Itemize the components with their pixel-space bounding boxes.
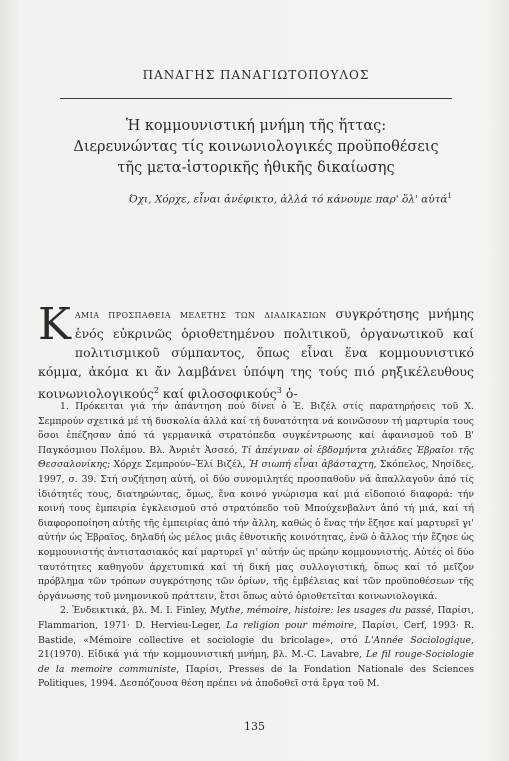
body-text-b: καί φιλοσοφικούς	[158, 386, 277, 402]
title-line-1: Ἡ κομμουνιστική μνήμη τῆς ἥττας:	[125, 118, 387, 134]
fn2-text: 2. Ἐνδεικτικά, βλ. M. I. Finley,	[60, 605, 211, 617]
fn2-title-3: Le fil rouge-Sociologie de la memoire communiste	[38, 649, 474, 675]
lead-in-smallcaps: αμια προσπαθεια μελετης των διαδικασιων	[74, 308, 327, 321]
epigraph-footnote-marker: 1	[447, 192, 452, 200]
epigraph-text: Όχι, Χόρχε, εἶναι ἀνέφικτο, ἀλλά τό κάνουμε παρ' ὅλ' αὐτά	[128, 193, 448, 206]
running-header-author: ΠΑΝΑΓΗΣ ΠΑΝΑΓΙΩΤΟΠΟΥΛΟΣ	[142, 68, 370, 82]
title-line-3: τῆς μετα-ἱστορικῆς ἠθικῆς δικαίωσης	[117, 160, 395, 176]
fn1-book-title-1: Τί ἀπέγιναν οἱ ἑβδομήντα χιλιάδες Ἑβραῖοι τῆς Θεσσαλονίκης	[38, 444, 474, 471]
header-rule	[60, 98, 452, 99]
fn2-text-3: , Παρίσι, Cerf, 1993· R. Bastide, «Mémoire collective et sociologie du bricolage», στό	[38, 619, 475, 646]
footnote-marker-3: 3	[276, 386, 282, 395]
body-text-c: ὁ-	[281, 386, 298, 402]
fn1-text-3: , Σκόπελος, Νησίδες, 1997, σ. 39. Στή συζήτηση αὐτή, οἱ δύο συνομιλητές προσπαθοῦν νά ἀπαλλαγοῦν ἀπό τίς ἰδιότητές τους, διατηρώντας, ὅμως, ἕνα κοινό γνώρισμα καί μιά εἰδοποιό διαφορά: τήν κοινή τους ἐμπειρία ἐγκλεισμοῦ στό στρατόπεδο τοῦ Μπούχενβαλντ ἀπό τή μιά, καί τή διαφοροποίηση αὐτῆς τῆς ἐμπειρίας ἀπό τήν ἄλλη, καθώς ὁ ἕνας τήν ἔζησε καί μαρτυρεῖ γι' αὐτήν ὡς Ἑβραῖος, δηλαδή ὡς μέλος μιᾶς ἐθνοτικῆς κοινότητας, ἐνῶ ὁ ἄλλος τήν ἔζησε ὡς κομμουνιστής ἀντιστασιακός καί μαρτυρεῖ γι' αὐτήν ὡς πρώην κομμουνιστής. Αὐτές οἱ δύο ταυτότητες καθηγοῦν ἀρχετυπικά καί τή δική μας συλλογιστική, ὅπως καί τό μεῖζον πρόβλημα τῶν τρόπων συγκρότησης τῶν ὁρίων, τῆς ἐμβέλειας καί τῶν προϋποθέσεων τῆς ὀργάνωσης τοῦ μνημονικοῦ πράττειν, ἔτσι ὅπως αὐτό ὁριοθετεῖται κοινωνιολογικά.	[38, 459, 474, 602]
fn2-text-5: , Παρίσι, Presses de la Fondation Nationale des Sciences Politiques, 1994. Δεσπόζουσα θέση πρέπει νά ἀποδοθεῖ στά ἔργα τοῦ M.	[38, 663, 474, 690]
fn2-title-2: La religion pour mémoire	[226, 619, 354, 631]
title-line-2: Διερευνώντας τίς κοινωνιολογικές προϋποθέσεις	[73, 139, 439, 155]
drop-cap: Κ	[38, 299, 71, 350]
fn1-book-title-2: Ἡ σιωπή εἶναι ἀβάσταχτη	[248, 459, 374, 471]
fn2-journal: L'Année Sociologique	[364, 634, 472, 646]
epigraph	[60, 192, 452, 206]
fn2-text-4: , 21(1970). Εἰδικά γιά τήν κομμουνιστική μνήμη, βλ. M.-C. Lavabre,	[38, 634, 475, 661]
page-number: 135	[244, 720, 265, 733]
footnote-2	[38, 604, 474, 692]
footnote-1	[38, 400, 474, 604]
chapter-title	[60, 116, 452, 179]
body-text-a: συγκρότησης μνήμης ἑνός εὐκρινῶς ὁριοθετημένου πολιτικοῦ, ὀργανωτικοῦ καί πολιτισμικοῦ σύμπαντος, ὅπως εἶναι ἕνα κομμουνιστικό κόμμα, ἀκόμα κι ἄν λαμβάνει ὑπόψη της τούς πιό ρηξικέλευθους κοινωνιολογικούς	[38, 306, 474, 402]
footnote-marker-2: 2	[153, 386, 159, 395]
footnotes	[38, 400, 474, 692]
fn2-title-1: Mythe, mémoire, histoire: les usages du passé	[210, 605, 432, 617]
fn1-text-2: ; Χόρχε Σεμπρούν–Ἐλί Βιζέλ,	[107, 459, 249, 471]
fn1-text: 1. Πρόκειται γιά τήν ἀπάντηση πού δίνει ὁ Ἐ. Βιζέλ στίς παρατηρήσεις τοῦ Χ. Σεμπρούν σχετικά μέ τή δυσκολία ἀλλά καί τή δυνατότητα νά κοινῶσουν τή μαρτυρία τους ὅσοι ἐπέζησαν ἀπό τά γερμανικά στρατόπεδα συγκέντρωσης καί ἀφανισμοῦ τοῦ Β' Παγκόσμιου Πολέμου. Βλ. Ἀνριέτ Ἀσσεό,	[38, 401, 474, 456]
fn2-text-2: , Παρίσι, Flammarion, 1971· D. Hervieu-Leger,	[38, 605, 474, 631]
body-paragraph	[38, 299, 474, 403]
